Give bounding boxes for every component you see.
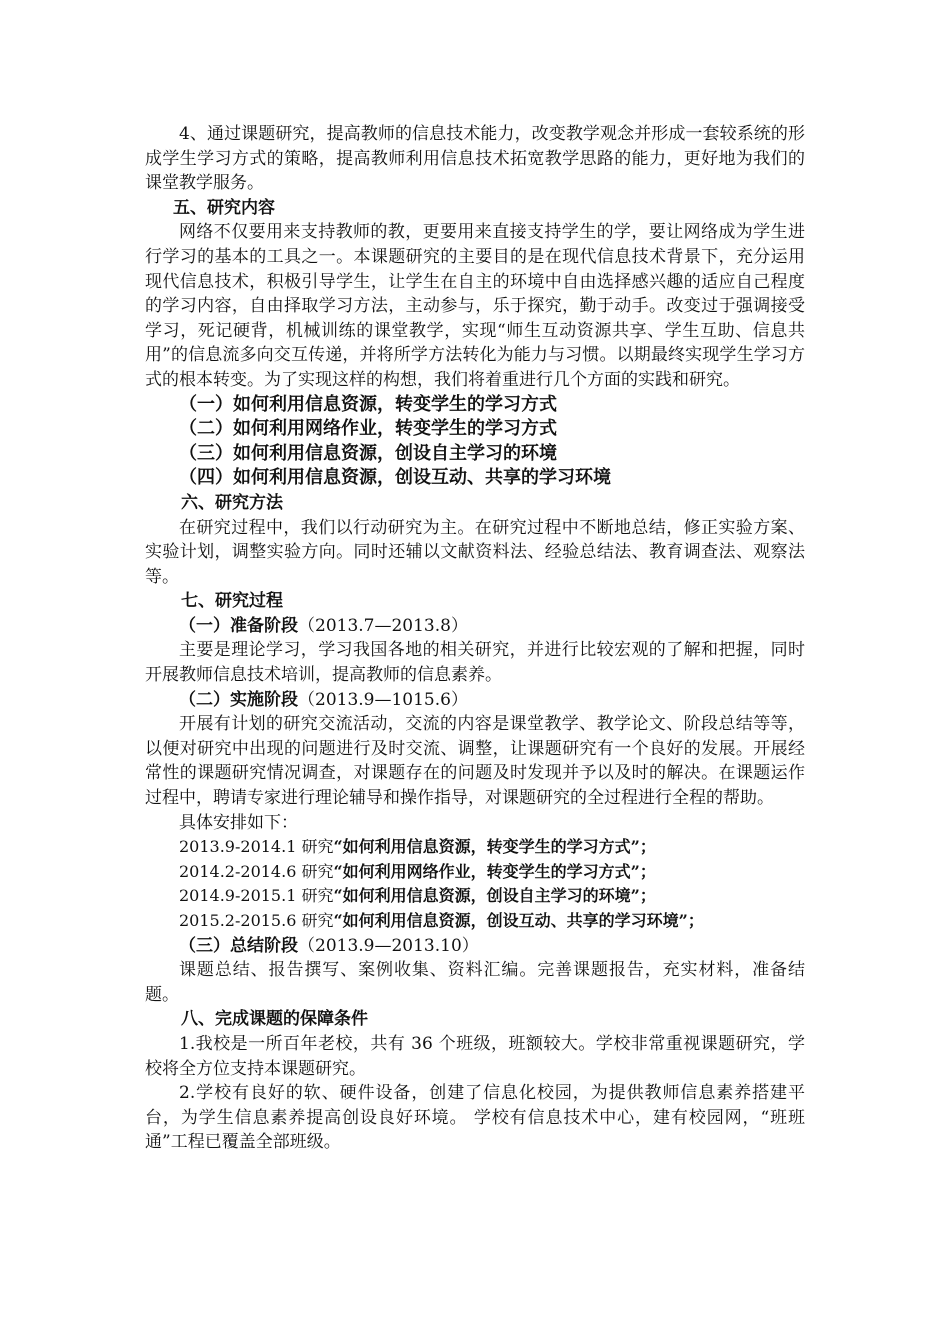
stage-summary-date: （2013.9—2013.10）: [298, 935, 479, 956]
paragraph-research-method: 在研究过程中，我们以行动研究为主。在研究过程中不断地总结，修正实验方案、实验计划，调整实验方向。同时还辅以文献资料法、经验总结法、教育调查法、观察法等。: [145, 517, 805, 587]
heading-research-method: 六、研究方法: [181, 492, 283, 513]
arrangement-intro: 具体安排如下：: [179, 812, 298, 833]
schedule-topic: “如何利用信息资源，转变学生的学习方式”；: [333, 837, 656, 857]
heading-guarantee-conditions: 八、完成课题的保障条件: [181, 1009, 368, 1030]
schedule-row-1: [145, 835, 805, 860]
schedule-topic: “如何利用信息资源，创设自主学习的环境”；: [333, 886, 656, 906]
stage-summary-label: （三）总结阶段: [179, 935, 298, 956]
stage-implement-label: （二）实施阶段: [179, 689, 298, 710]
stage-implement-date: （2013.9—1015.6）: [298, 689, 468, 710]
content-item-1: （一）如何利用信息资源，转变学生的学习方式: [179, 393, 557, 415]
schedule-row-2: [145, 860, 805, 885]
heading-research-process: 七、研究过程: [181, 591, 283, 612]
paragraph-stage-prepare: 主要是理论学习，学习我国各地的相关研究，并进行比较宏观的了解和把握，同时开展教师信息技术培训，提高教师的信息素养。: [145, 640, 805, 686]
paragraph-condition-2: 2.学校有良好的软、硬件设备，创建了信息化校园，为提供教师信息素养搭建平台，为学生信息素养提高创设良好环境。 学校有信息技术中心，建有校园网，“班班通”工程已覆盖全部班级。: [145, 1083, 805, 1153]
paragraph-goal-4: 4、通过课题研究，提高教师的信息技术能力，改变教学观念并形成一套较系统的形成学生学习方式的策略，提高教师利用信息技术拓宽教学思路的能力，更好地为我们的课堂教学服务。: [145, 124, 805, 194]
content-item-4: （四）如何利用信息资源，创设互动、共享的学习环境: [179, 467, 611, 489]
schedule-period: 2014.9-2015.1 研究: [179, 886, 334, 906]
schedule-row-4: [145, 909, 805, 934]
paragraph-research-content: 网络不仅要用来支持教师的教，更要用来直接支持学生的学，要让网络成为学生进行学习的基本的工具之一。本课题研究的主要目的是在现代信息技术背景下，充分运用现代信息技术，积极引导学生，让学生在自主的环境中自由选择感兴趣的适应自己程度的学习内容，自由择取学习方法，主动参与，乐于探究，勤于动手。改变过于强调接受学习，死记硬背，机械训练的课堂教学，实现“师生互动资源共享、学生互助、信息共用”的信息流多向交互传递，并将所学方法转化为能力与习惯。以期最终实现学生学习方式的根本转变。为了实现这样的构想，我们将着重进行几个方面的实践和研究。: [145, 222, 805, 390]
heading-research-content: 五、研究内容: [173, 197, 275, 218]
paragraph-stage-summary: 课题总结、报告撰写、案例收集、资料汇编。完善课题报告，充实材料，准备结题。: [145, 960, 805, 1005]
schedule-row-3: [145, 884, 805, 909]
schedule-period: 2014.2-2014.6 研究: [179, 861, 334, 881]
content-item-3: （三）如何利用信息资源，创设自主学习的环境: [179, 442, 557, 464]
stage-summary: [145, 934, 805, 959]
content-item-2: （二）如何利用网络作业，转变学生的学习方式: [179, 418, 557, 440]
stage-prepare: [145, 614, 805, 639]
stage-prepare-date: （2013.7—2013.8）: [298, 615, 468, 636]
stage-implement: [145, 688, 805, 713]
schedule-topic: “如何利用信息资源，创设互动、共享的学习环境”；: [333, 911, 704, 930]
stage-prepare-label: （一）准备阶段: [179, 615, 298, 636]
schedule-topic: “如何利用网络作业，转变学生的学习方式”；: [333, 861, 656, 881]
paragraph-stage-implement: 开展有计划的研究交流活动，交流的内容是课堂教学、教学论文、阶段总结等等，以便对研究中出现的问题进行及时交流、调整，让课题研究有一个良好的发展。开展经常性的课题研究情况调查，对课题存在的问题及时发现并予以及时的解决。在课题运作过程中，聘请专家进行理论辅导和操作指导，对课题研究的全过程进行全程的帮助。: [145, 714, 805, 809]
paragraph-condition-1: 1.我校是一所百年老校，共有 36 个班级，班额较大。学校非常重视课题研究，学校将全方位支持本课题研究。: [145, 1033, 805, 1079]
schedule-period: 2015.2-2015.6 研究: [179, 911, 334, 930]
schedule-period: 2013.9-2014.1 研究: [179, 837, 334, 857]
document-page: [145, 122, 805, 1155]
